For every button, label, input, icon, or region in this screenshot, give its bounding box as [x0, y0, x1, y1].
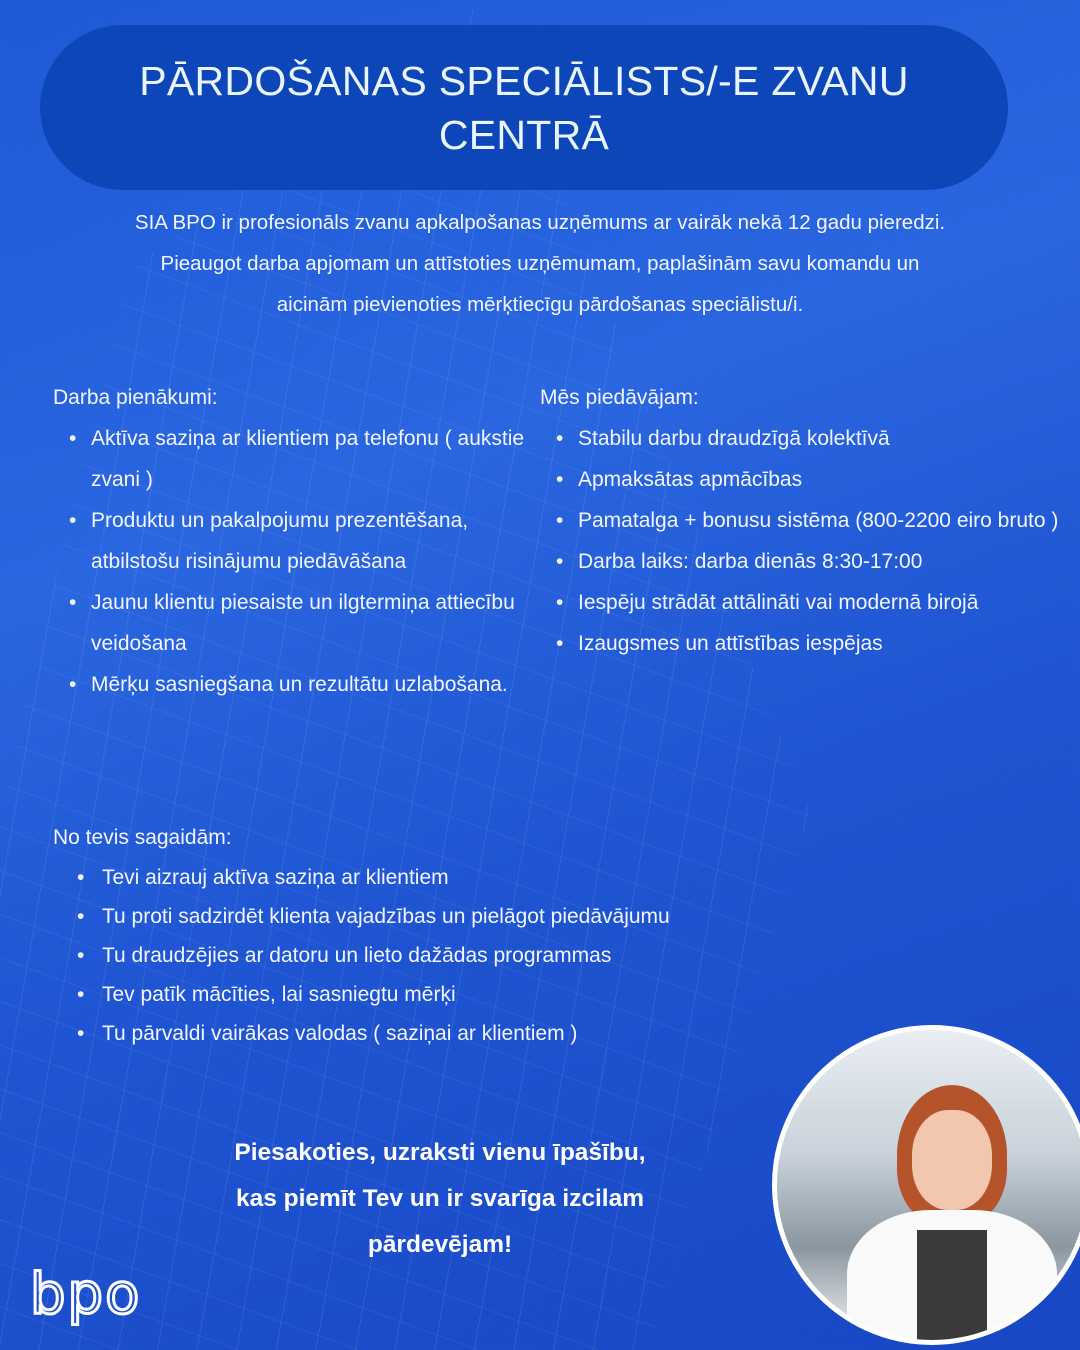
cta-line: Piesakoties, uzraksti vienu īpašību,: [234, 1139, 646, 1166]
list-item: • Pamatalga + bonusu sistēma (800-2200 eiro bruto ): [540, 500, 1060, 541]
title-banner: [40, 25, 1008, 190]
list-item: • Stabilu darbu draudzīgā kolektīvā: [540, 418, 1060, 459]
intro-text: [20, 202, 1060, 325]
list-item: • Tevi aizrauj aktīva saziņa ar klientiem: [53, 858, 853, 897]
list-item: • Darba laiks: darba dienās 8:30-17:00: [540, 541, 1060, 582]
duties-section: [53, 377, 533, 705]
list-item: • Apmaksātas apmācības: [540, 459, 1060, 500]
list-item: • Izaugsmes un attīstības iespējas: [540, 623, 1060, 664]
call-to-action: [140, 1130, 740, 1268]
photo-vest: [917, 1230, 987, 1345]
intro-line: Pieaugot darba apjomam un attīstoties uzņēmumam, paplašinām savu komandu un: [160, 252, 920, 275]
call-center-agent-photo: [772, 1025, 1080, 1345]
offer-section: [540, 377, 1060, 664]
photo-face: [912, 1110, 992, 1210]
list-item: • Aktīva saziņa ar klientiem pa telefonu ( aukstie zvani ): [53, 418, 533, 500]
list-item: • Tu draudzējies ar datoru un lieto dažādas programmas: [53, 936, 853, 975]
intro-line: aicinām pievienoties mērķtiecīgu pārdošanas speciālistu/i.: [276, 293, 804, 316]
list-item: • Produktu un pakalpojumu prezentēšana, atbilstošu risinājumu piedāvāšana: [53, 500, 533, 582]
cta-line: kas piemīt Tev un ir svarīga izcilam: [235, 1185, 645, 1212]
intro-line: SIA BPO ir profesionāls zvanu apkalpošanas uzņēmums ar vairāk nekā 12 gadu pieredzi.: [134, 211, 946, 234]
offer-heading: Mēs piedāvājam:: [540, 386, 699, 409]
list-item: • Tu proti sadzirdēt klienta vajadzības un pielāgot piedāvājumu: [53, 897, 853, 936]
cta-line: pārdevējam!: [367, 1231, 513, 1258]
duties-heading: Darba pienākumi:: [53, 386, 218, 409]
expectations-heading: No tevis sagaidām:: [53, 826, 232, 849]
list-item: • Tu pārvaldi vairākas valodas ( saziņai ar klientiem ): [53, 1014, 853, 1053]
list-item: • Iespēju strādāt attālināti vai modernā birojā: [540, 582, 1060, 623]
list-item: • Mērķu sasniegšana un rezultātu uzlabošana.: [53, 664, 533, 705]
list-item: • Tev patīk mācīties, lai sasniegtu mērķi: [53, 975, 853, 1014]
list-item: • Jaunu klientu piesaiste un ilgtermiņa attiecību veidošana: [53, 582, 533, 664]
bpo-logo: bpo: [30, 1262, 142, 1327]
page-title: PĀRDOŠANAS SPECIĀLISTS/-E ZVANU CENTRĀ: [139, 57, 909, 158]
expectations-section: [53, 817, 853, 1053]
